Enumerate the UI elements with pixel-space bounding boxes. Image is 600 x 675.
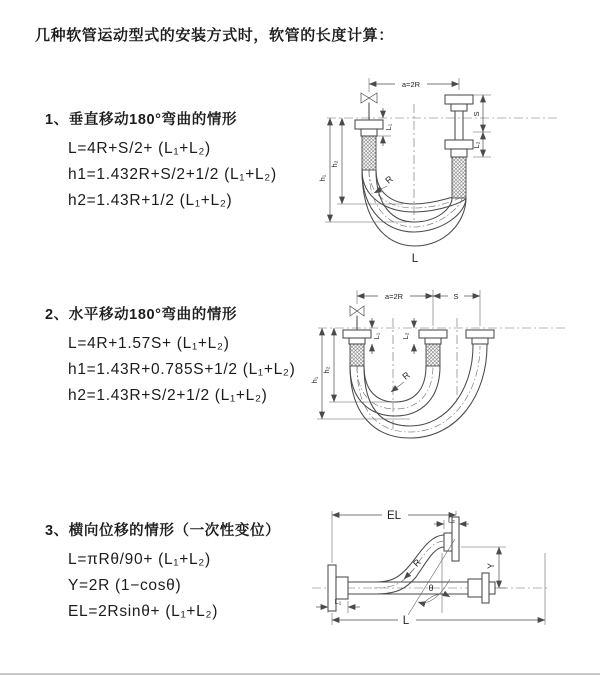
section-2-formulas [68, 331, 296, 409]
moving-end-flange [445, 95, 473, 198]
diagram-horizontal-180 [298, 282, 598, 478]
formula-line: h2=1.43R+S/2+1/2 (L₁+L₂) [68, 387, 268, 404]
hose-arcs-near [350, 366, 440, 416]
dim-l2-label: L₂ [472, 141, 481, 149]
dim-s [472, 95, 491, 132]
dim-s-label: S [453, 292, 459, 301]
formula-line: L=4R+S/2+ (L₁+L₂) [68, 140, 211, 157]
dim-s [433, 290, 480, 326]
radius-leader [391, 369, 412, 392]
fixed-end-flange [343, 330, 371, 366]
formula-line: h2=1.43R+1/2 (L₁+L₂) [68, 192, 233, 209]
diagram-vertical-180 [303, 70, 588, 268]
valve-icon [350, 306, 364, 330]
formula-line: h1=1.432R+S/2+1/2 (L₁+L₂) [68, 166, 277, 183]
radius-label: R [400, 369, 412, 382]
page-title: 几种软管运动型式的安装方式时，软管的长度计算： [35, 27, 394, 44]
dim-s-label: S [472, 111, 481, 117]
dim-h2-label: h₂ [330, 160, 339, 168]
dim-l1 [316, 597, 360, 613]
valve-icon [361, 93, 377, 120]
braided-hose-section [350, 344, 364, 366]
dim-l2-label: L₂ [401, 332, 410, 340]
dim-el-label: EL [386, 510, 402, 522]
section-lateral-displacement [45, 519, 280, 625]
formula-line: EL=2Rsinθ+ (L₁+L₂) [68, 603, 219, 620]
braided-hose-section [362, 136, 376, 170]
dim-y-label: Y [486, 562, 496, 570]
right-flange [468, 573, 495, 603]
dim-a2r [357, 290, 433, 326]
section-horizontal-180 [45, 303, 296, 409]
moving-end-flange-pos1 [419, 330, 447, 366]
section-3-formulas [68, 547, 280, 625]
section-vertical-180 [45, 108, 277, 214]
dim-h1-label: h₁ [310, 376, 319, 384]
dim-l2 [472, 132, 491, 157]
dim-l1-label: L₁ [334, 597, 342, 606]
dim-a2r [369, 78, 459, 92]
dim-l1-label: L₁ [372, 332, 381, 340]
dim-h1-label: h₁ [318, 174, 327, 182]
section-1-formulas [68, 136, 277, 214]
formula-line: L=πRθ/90+ (L₁+L₂) [68, 551, 211, 568]
dim-l-label: L [402, 615, 410, 627]
angle-theta-label: θ [428, 583, 434, 593]
formula-line: L=4R+1.57S+ (L₁+L₂) [68, 335, 230, 352]
dim-l1 [372, 318, 381, 354]
section-3-heading: 3、横向位移的情形（一次性变位） [45, 523, 281, 539]
dim-l2 [401, 318, 414, 354]
radius-label: R [383, 173, 395, 186]
dim-a2r-label: a=2R [384, 292, 404, 301]
dim-l [332, 553, 545, 627]
braided-hose-section [426, 344, 440, 366]
dim-l2-label: L₂ [447, 515, 456, 525]
radius-label: R [411, 557, 423, 569]
dim-l-label: L [411, 253, 419, 265]
formula-line: Y=2R (1−cosθ) [68, 577, 182, 594]
moving-end-flange-pos2 [466, 330, 494, 346]
dim-a2r-label: a=2R [401, 80, 421, 89]
braided-hose-section [452, 157, 466, 198]
section-1-heading: 1、垂直移动180°弯曲的情形 [45, 112, 238, 128]
dim-l1-label: L₁ [384, 123, 393, 131]
section-2-heading: 2、水平移动180°弯曲的情形 [45, 307, 238, 323]
fixed-end-flange [355, 120, 383, 170]
dim-h2-label: h₂ [322, 366, 331, 374]
formula-line: h1=1.43R+0.785S+1/2 (L₁+L₂) [68, 361, 296, 378]
diagram-lateral-displacement [298, 503, 598, 668]
angle-construction [408, 539, 455, 615]
